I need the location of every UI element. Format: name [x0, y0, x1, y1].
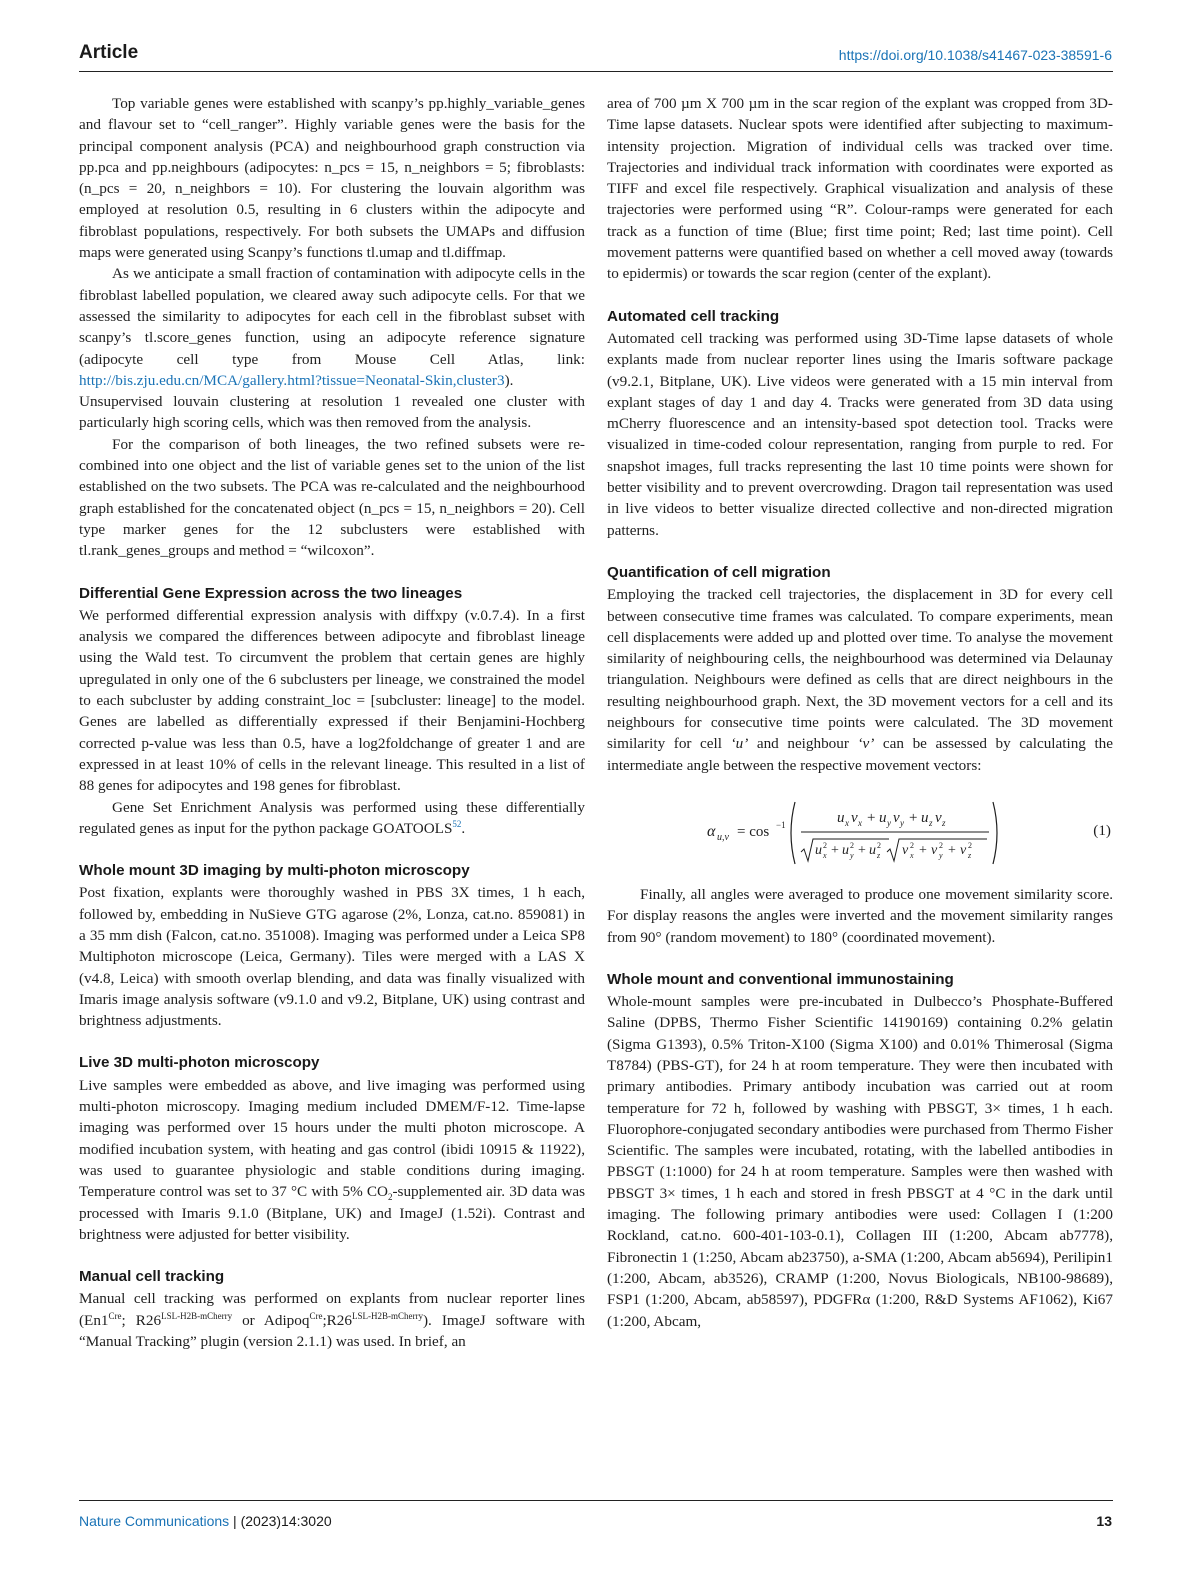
- left-column: [79, 93, 585, 1352]
- paragraph-automated-tracking: Automated cell tracking was performed using 3D-Time lapse datasets of whole explants made from nuclear reporter lines using the Imaris software package (v9.2.1, Bitplane, UK). Live videos were generated with a 15 min interval from explant stages of day 1 and day 4. Tracks were generated from 3D data using mCherry fluorescence and an intensity-based spot detection tool. Tracks were visualized in time-coded colour representation, ranging from purple to red. For snapshot images, full tracks representing the last 10 time points were shown for better visibility and to prevent overcrowding. Dragon tail representation was used in live videos to better visualize directed collective and non-directed migration patterns.: [607, 329, 1113, 539]
- paragraph-text: Live samples were embedded as above, and live imaging was performed using multi-photon microscopy. Imaging medium included DMEM/F-12. Time-lapse imaging was performed over 15 hours under the multi photon microscope. A modified incubation system, with heating and gas control (ibidi 10915 & 11922), was used to guarantee physiologic and stable conditions during imaging. Temperature control was set to 37 °C with 5% CO: [79, 1076, 585, 1201]
- heading-whole-mount-imaging: Whole mount 3D imaging by multi-photon microscopy: [79, 862, 470, 880]
- paragraph-similarity-score: Finally, all angles were averaged to produce one movement similarity score. For display reasons the angles were inverted and the movement similarity ranges from 90° (random movement) to 180° (coordinated movement).: [607, 885, 1113, 946]
- citation-text: | (2023)14:3020: [229, 1513, 332, 1529]
- right-column: [607, 93, 1113, 1332]
- svg-text:u: u: [815, 842, 822, 858]
- svg-text:2: 2: [968, 840, 972, 850]
- heading-quantification: Quantification of cell migration: [607, 563, 831, 581]
- equation-1: [607, 788, 1113, 874]
- page-number: 13: [1096, 1513, 1112, 1529]
- svg-text:y: y: [900, 817, 904, 828]
- svg-text:2: 2: [910, 840, 914, 850]
- footer-divider: [79, 1500, 1113, 1501]
- svg-text:u: u: [837, 809, 845, 826]
- eq-alpha: α: [707, 822, 716, 840]
- paragraph-immunostaining: Whole-mount samples were pre-incubated in Dulbecco’s Phosphate-Buffered Saline (DPBS, Thermo Fisher Scientific 14190169) containing 0.2% gelatin (Sigma G1393), 0.5% Triton-X100 (Sigma X100) and 0.01% Thimerosal (Sigma T8784) (PBS-GT), for 24 h at room temperature. They were then incubated with primary antibodies. Primary antibody incubation was carried out at room temperature for 72 h, followed by washing with PBSGT, 3× times, 1 h each. Fluorophore-conjugated secondary antibodies were purchased from Thermo Fisher Scientific. The samples were incubated, rotating, with the labelled antibodies in PBSGT (1:1000) for 24 h at room temperature. Samples were then washed with PBSGT 3× times, 1 h each and stored in fresh PBSGT at 4 °C in the dark until imaging. The following primary antibodies were used: Collagen I (1:200 Rockland, cat.no. 600-401-103-0.1), Collagen III (1:200, Abcam ab7778), Fibronectin 1 (1:250, Abcam ab23750), a-SMA (1:200, Abcam ab5694), Perilipin1 (1:200, Abcam, ab3526), CRAMP (1:200, Novus Biologicals, NB100-98689), FSP1 (1:200, Abcam, ab58597), PDGFRα (1:200, R&D Systems AF1062), Ki67 (1:200, Abcam,: [607, 993, 1113, 1330]
- paragraph-text: Manual cell tracking was performed on explants from nuclear reporter lines (En1: [79, 1290, 585, 1329]
- svg-text:u: u: [842, 842, 849, 858]
- svg-text:x: x: [823, 850, 827, 860]
- equation-number: (1): [1093, 821, 1111, 839]
- eq-denominator: [801, 839, 987, 861]
- svg-text:z: z: [877, 850, 881, 860]
- svg-text:v: v: [935, 809, 942, 826]
- svg-text:u: u: [879, 809, 887, 826]
- heading-immunostaining: Whole mount and conventional immunostaining: [607, 970, 954, 988]
- svg-text:+: +: [867, 809, 876, 826]
- equation-formula: [707, 788, 1017, 874]
- paragraph-text: As we anticipate a small fraction of contamination with adipocyte cells in the fibroblast labelled population, we cleared away such adipocyte cells. For that we assessed the similarity to adipocytes for each cell in the fibroblast subset with scanpy’s tl.score_genes function, using an adipocyte reference signature (adipocyte cell type from Mouse Cell Atlas, link:: [79, 265, 585, 368]
- paragraph-gsea: [79, 797, 585, 840]
- paragraph-dge: We performed differential expression analysis with diffxpy (v.0.7.4). In a first analysis we compared the differences between adipocyte and fibroblast lineage using the Wald test. To circumvent the problem that certain genes are highly upregulated in only one of the 6 subclusters per lineage, we constrained the model to each subcluster by adding constraint_loc = [subcluster: lineage] to the model. Genes are labelled as differentially expressed if their Benjamini-Hochberg corrected p-value was less than 0.5, have a log2foldchange of greater 1 and are expressed in at least 10% of cells in the relevant lineage. This resulted in a list of 88 genes for adipocytes and 198 genes for fibroblast.: [79, 606, 585, 795]
- svg-text:v: v: [851, 809, 858, 826]
- svg-text:2: 2: [877, 840, 881, 850]
- svg-text:v: v: [902, 842, 909, 858]
- heading-manual-tracking: Manual cell tracking: [79, 1268, 225, 1286]
- svg-text:+: +: [831, 842, 839, 858]
- svg-text:+: +: [909, 809, 918, 826]
- paragraph-text: and neighbour: [748, 735, 858, 753]
- header-divider: [79, 71, 1113, 72]
- doi-link[interactable]: https://doi.org/10.1038/s41467-023-38591-6: [838, 47, 1112, 63]
- paragraph-whole-mount-imaging: Post fixation, explants were thoroughly washed in PBS 3X times, 1 h each, followed by, embedding in NuSieve GTG agarose (2%, Lonza, cat.no. 859081) in a 35 mm dish (Falcon, cat.no. 351008). Imaging was performed under a Leica SP8 Multiphoton microscope (Leica, Germany). Tiles were merged with a LAS X (v4.8, Leica) with smooth overlap blending, and data was finally visualized with Imaris image analysis software (v9.1.0 and v9.2, Bitplane, UK) using contrast and brightness adjustments.: [79, 884, 585, 1030]
- svg-text:x: x: [845, 817, 849, 828]
- variable-v: ‘v’: [857, 735, 875, 753]
- svg-text:y: y: [887, 817, 891, 828]
- svg-text:+: +: [948, 842, 956, 858]
- eq-alpha-subscript: u,v: [717, 831, 729, 843]
- paragraph-contamination: [79, 263, 585, 433]
- superscript: LSL-H2B-mCherry: [161, 1310, 233, 1321]
- paragraph-text: Employing the tracked cell trajectories, the displacement in 3D for every cell between consecutive time frames was calculated. To compare experiments, mean cell displacements were added up and plotted over time. To analyse the movement similarity of neighbouring cells, the neighbourhood was determined via Delaunay triangulation. Neighbours were defined as cells that are direct neighbours in the resulting neighbourhood graph. Next, the 3D movement vectors for a cell and its neighbours for consecutive time points were calculated. The 3D movement similarity for cell: [607, 586, 1113, 753]
- paragraph-manual-tracking: [79, 1288, 585, 1352]
- paragraph-text: .: [461, 819, 466, 837]
- svg-text:y: y: [939, 850, 943, 860]
- svg-text:2: 2: [823, 840, 827, 850]
- svg-text:2: 2: [850, 840, 854, 850]
- paragraph-text: ; R26: [121, 1311, 162, 1329]
- journal-link[interactable]: Nature Communications: [79, 1513, 230, 1529]
- svg-text:v: v: [960, 842, 967, 858]
- reference-link[interactable]: 52: [452, 818, 462, 829]
- subscript: 2: [388, 1192, 393, 1203]
- paragraph-manual-tracking-cont: area of 700 µm X 700 µm in the scar region of the explant was cropped from 3D-Time lapse datasets. Nuclear spots were identified after subjecting to maximum-intensity projection. Migration of individual cells was tracked over time. Trajectories and individual track information with coordinates were exported as TIFF and excel file respectively. Graphical visualization and analysis of these trajectories were performed using “R”. Colour-ramps were generated for each track as a function of time (Blue; first time point; Red; last time point). Cell movement patterns were quantified based on whether a cell moved away (towards to epidermis) or towards the scar region (center of the explant).: [607, 95, 1113, 283]
- svg-text:x: x: [910, 850, 914, 860]
- heading-live-imaging: Live 3D multi-photon microscopy: [79, 1054, 320, 1072]
- svg-text:+: +: [858, 842, 866, 858]
- superscript: Cre: [108, 1310, 122, 1321]
- svg-text:u: u: [921, 809, 929, 826]
- paragraph-quantification: [607, 584, 1113, 776]
- svg-text:v: v: [893, 809, 900, 826]
- variable-u: ‘u’: [730, 735, 749, 753]
- paragraph-live-imaging: [79, 1075, 585, 1245]
- svg-text:2: 2: [939, 840, 943, 850]
- mca-link[interactable]: http://bis.zju.edu.cn/MCA/gallery.html?tissue=Neonatal-Skin,cluster3: [79, 371, 505, 389]
- paragraph-text: ). Unsupervised louvain clustering at resolution 1 revealed one cluster with particularly high scoring cells, which was then removed from the analysis.: [79, 371, 585, 432]
- svg-text:u: u: [869, 842, 876, 858]
- paragraph-text: can be assessed by calculating the intermediate angle between the respective movement vectors:: [607, 735, 1114, 774]
- paragraph-text: ). ImageJ software with “Manual Tracking” plugin (version 2.1.1) was used. In brief, an: [79, 1311, 585, 1351]
- eq-numerator: [837, 810, 946, 828]
- eq-cos: = cos: [737, 823, 770, 840]
- superscript: Cre: [309, 1310, 323, 1321]
- paragraph-text: Gene Set Enrichment Analysis was performed using these differentially regulated genes as input for the python package GOATOOLS: [79, 798, 585, 837]
- svg-text:v: v: [931, 842, 938, 858]
- paragraph-lineage-comparison: For the comparison of both lineages, the two refined subsets were re-combined into one object and the list of variable genes set to the union of the list established on the two subsets. The PCA was re-calculated and the neighbourhood graph established for the concatenated object (n_pcs = 15, n_neighbors = 20). Cell type marker genes for the 12 subclusters were established with tl.rank_genes_groups and method = “wilcoxon”.: [79, 435, 585, 560]
- paragraph-text: ;R26: [322, 1311, 352, 1329]
- svg-text:z: z: [929, 817, 933, 828]
- svg-text:y: y: [850, 850, 854, 860]
- heading-dge: Differential Gene Expression across the two lineages: [79, 584, 463, 602]
- svg-text:z: z: [942, 817, 946, 828]
- superscript: LSL-H2B-mCherry: [352, 1310, 423, 1321]
- eq-inverse: −1: [776, 819, 786, 830]
- paragraph-scanpy-hvg: Top variable genes were established with scanpy’s pp.highly_variable_genes and flavour set to “cell_ranger”. Highly variable genes were the basis for the principal component analysis (PCA) and neighbourhood graph construction via pp.pca and pp.neighbours (adipocytes: n_pcs = 15, n_neighbors = 5; fibroblasts: (n_pcs = 20, n_neighbors = 10). For clustering the louvain algorithm was employed at resolution 0.5, resulting in 6 clusters within the adipocyte and fibroblast populations, respectively. For both subsets the UMAPs and diffusion maps were generated using Scanpy’s functions tl.umap and tl.diffmap.: [79, 95, 585, 262]
- paragraph-text: -supplemented air. 3D data was processed with Imaris 9.1.0 (Bitplane, UK) and ImageJ (1.52i). Contrast and brightness were adjusted for better visibility.: [79, 1183, 585, 1243]
- svg-text:z: z: [968, 850, 972, 860]
- paragraph-text: or Adipoq: [232, 1311, 310, 1329]
- section-label: Article: [79, 42, 139, 63]
- svg-text:+: +: [919, 842, 927, 858]
- heading-automated-tracking: Automated cell tracking: [607, 307, 780, 325]
- svg-text:x: x: [858, 817, 862, 828]
- footer-citation: [79, 1513, 332, 1529]
